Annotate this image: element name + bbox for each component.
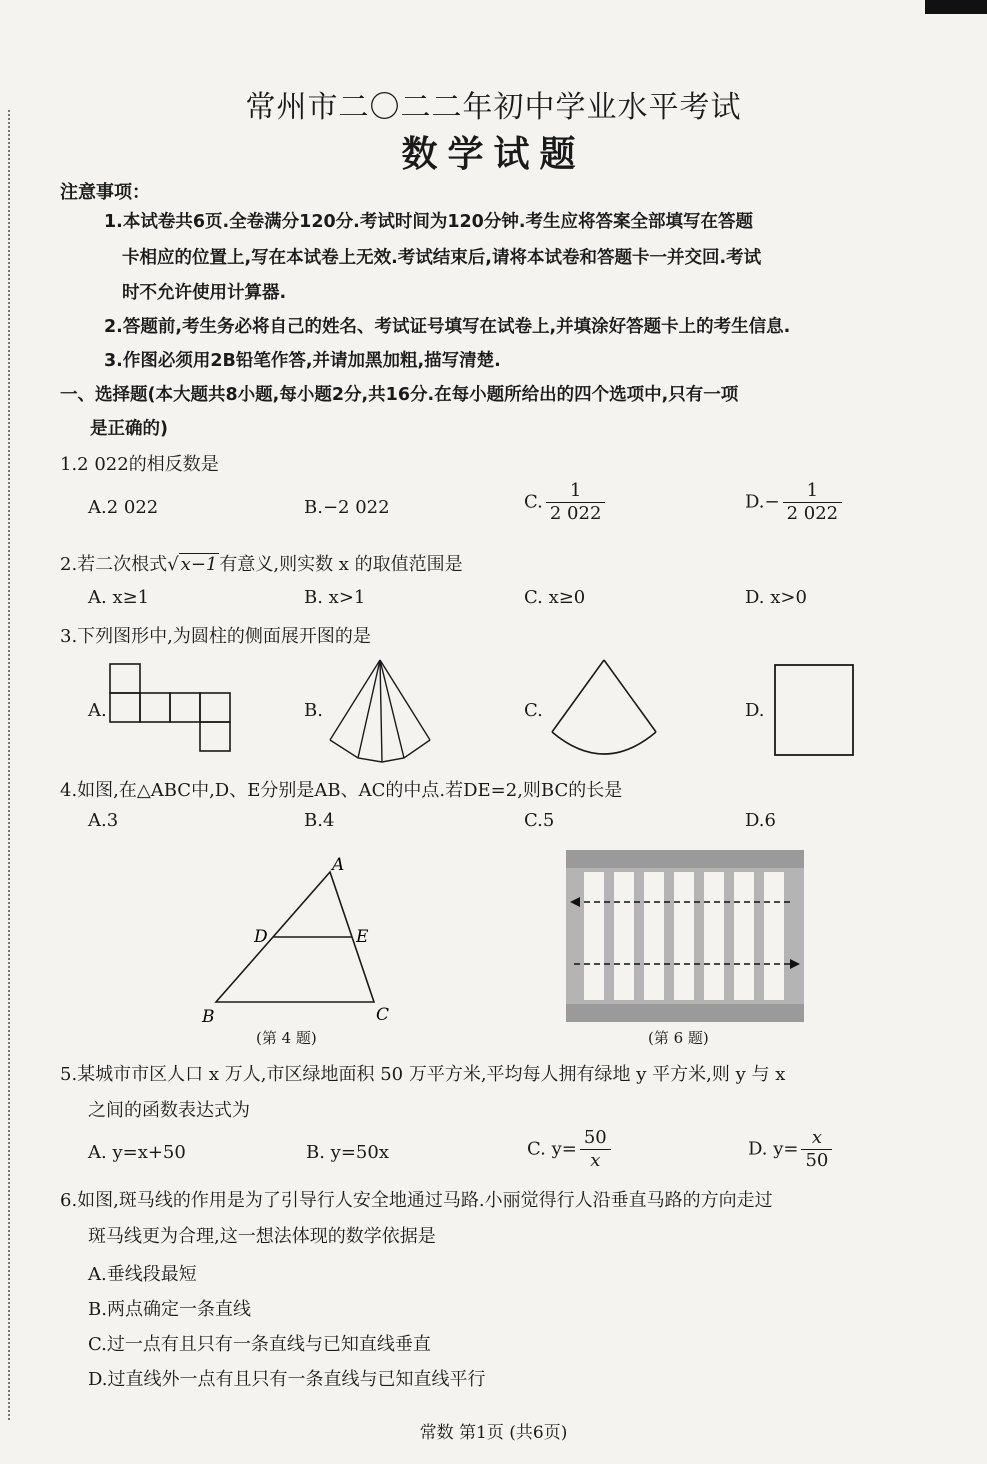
q5-option-c: C. y= $\frac{50}{x}$ [527, 1127, 611, 1172]
note-1: 1.本试卷共6页.全卷满分120分.考试时间为120分钟.考生应将答案全部填写在答题 [104, 212, 754, 232]
q5-stem: 5.某城市市区人口 x 万人,市区绿地面积 50 万平方米,平均每人拥有绿地 y 平方米,则 y 与 x [60, 1064, 786, 1085]
q1-option-c: C. $\frac{1}{2 022}$ [524, 480, 605, 525]
section1-header: 一、选择题(本大题共8小题,每小题2分,共16分.在每小题所给出的四个选项中,只有一项 [60, 385, 739, 405]
q2-option-b: B. x>1 [304, 587, 366, 608]
note-1-cont2: 时不允许使用计算器. [122, 283, 287, 303]
q6-stem: 6.如图,斑马线的作用是为了引导行人安全地通过马路.小丽觉得行人沿垂直马路的方向走过 [60, 1190, 773, 1211]
q3-figure-a-net [110, 664, 235, 756]
q1-stem: 1.2 022的相反数是 [60, 454, 219, 475]
q5-stem-cont: 之间的函数表达式为 [88, 1100, 250, 1121]
q1-option-d: D.− $\frac{1}{2 022}$ [745, 480, 842, 525]
q3-figure-b-pyramid [328, 658, 432, 768]
q4-stem: 4.如图,在△ABC中,D、E分别是AB、AC的中点.若DE=2,则BC的长是 [60, 780, 623, 801]
notes-heading: 注意事项： [60, 182, 150, 203]
q2-option-c: C. x≥0 [524, 587, 586, 608]
note-1-cont: 卡相应的位置上,写在本试卷上无效.考试结束后,请将本试卷和答题卡一并交回.考试 [122, 248, 762, 268]
q5-option-b: B. y=50x [306, 1142, 389, 1163]
q4-label-d: D [254, 927, 268, 947]
q4-triangle-figure [190, 850, 410, 1030]
q6-option-c: C.过一点有且只有一条直线与已知直线垂直 [88, 1334, 431, 1355]
q6-zebra-crossing-figure [566, 850, 804, 1022]
q4-option-a: A.3 [88, 810, 119, 831]
exam-subtitle: 数学试题 [401, 134, 586, 175]
q4-option-b: B.4 [304, 810, 335, 831]
q3-figure-c-sector [550, 658, 660, 766]
q4-label-a: A [332, 855, 345, 875]
binding-cut-line [8, 110, 10, 1420]
exam-title: 常州市二〇二二年初中学业水平考试 [245, 90, 742, 125]
q2-option-d: D. x>0 [745, 587, 807, 608]
note-3: 3.作图必须用2B铅笔作答,并请加黑加粗,描写清楚. [104, 351, 501, 371]
page-footer: 常数 第1页 (共6页) [419, 1423, 568, 1443]
corner-mark [925, 0, 987, 14]
q4-caption: (第 4 题) [256, 1029, 317, 1047]
q3-option-a: A. [88, 700, 107, 721]
q2-option-a: A. x≥1 [88, 587, 150, 608]
q3-option-c: C. [524, 700, 543, 721]
section1-header-cont: 是正确的) [90, 419, 168, 439]
q4-label-b: B [202, 1007, 215, 1027]
q6-caption: (第 6 题) [648, 1029, 709, 1047]
q5-option-a: A. y=x+50 [88, 1142, 186, 1163]
q5-option-d: D. y= $\frac{x}{50}$ [748, 1127, 832, 1172]
q3-option-b: B. [304, 700, 323, 721]
note-2: 2.答题前,考生务必将自己的姓名、考试证号填写在试卷上,并填涂好答题卡上的考生信息. [104, 317, 791, 337]
q2-stem: 2.若二次根式√ x−1 有意义,则实数 x 的取值范围是 [60, 554, 463, 575]
q4-option-d: D.6 [745, 810, 776, 831]
q1-option-a: A.2 022 [88, 497, 159, 518]
q4-label-c: C [376, 1005, 390, 1025]
q6-option-d: D.过直线外一点有且只有一条直线与已知直线平行 [88, 1369, 486, 1390]
q4-option-c: C.5 [524, 810, 555, 831]
q6-option-a: A.垂线段最短 [88, 1264, 197, 1285]
q3-option-d: D. [745, 700, 765, 721]
q4-label-e: E [356, 927, 369, 947]
q3-stem: 3.下列图形中,为圆柱的侧面展开图的是 [60, 626, 371, 647]
q1-option-b: B.−2 022 [304, 497, 390, 518]
zebra-stripes [584, 872, 784, 1000]
q6-option-b: B.两点确定一条直线 [88, 1299, 251, 1320]
q3-figure-d-rectangle [774, 664, 856, 758]
q6-stem-cont: 斑马线更为合理,这一想法体现的数学依据是 [88, 1226, 436, 1247]
